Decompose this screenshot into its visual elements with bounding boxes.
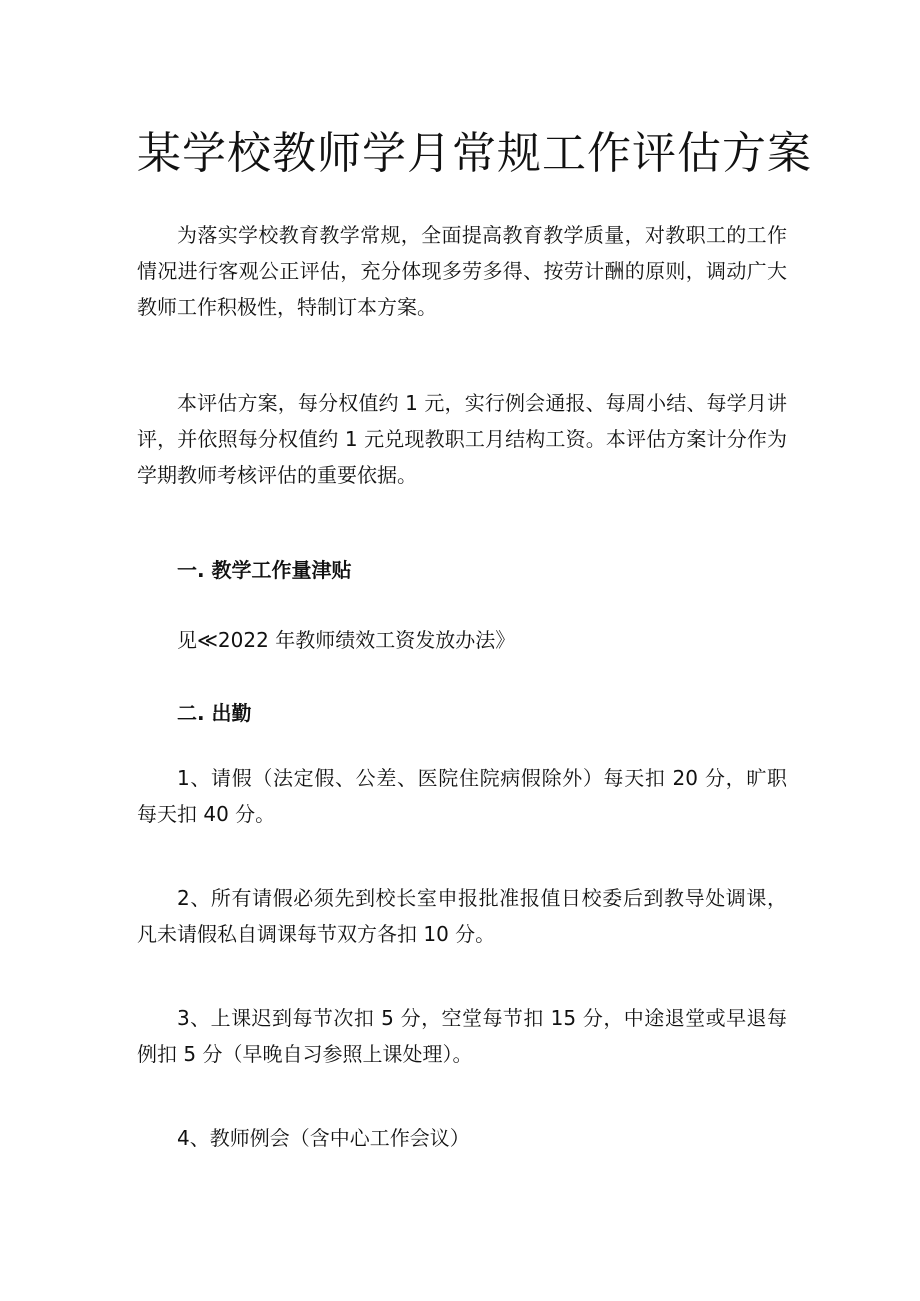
attendance-item-1: 1、请假（法定假、公差、医院住院病假除外）每天扣 20 分，旷职每天扣 40 分。 [137, 766, 787, 826]
attendance-item-2: 2、所有请假必须先到校长室申报批准报值日校委后到教导处调课，凡未请假私自调课每节双方各扣 10 分。 [137, 886, 787, 946]
document-title: 某学校教师学月常规工作评估方案 [137, 128, 812, 179]
intro-paragraph: 为落实学校教育教学常规，全面提高教育教学质量，对教职工的工作情况进行客观公正评估，充分体现多劳多得、按劳计酬的原则，调动广大教师工作积极性，特制订本方案。 [137, 223, 787, 319]
scoring-paragraph: 本评估方案，每分权值约 1 元，实行例会通报、每周小结、每学月讲评，并依照每分权值约 1 元兑现教职工月结构工资。本评估方案计分作为学期教师考核评估的重要依据。 [137, 391, 787, 487]
section-1-heading: 一. 教学工作量津贴 [177, 558, 352, 582]
attendance-item-4: 4、教师例会（含中心工作会议） [177, 1126, 470, 1150]
attendance-item-3: 3、上课迟到每节次扣 5 分，空堂每节扣 15 分，中途退堂或早退每例扣 5 分（早晚自习参照上课处理）。 [137, 1006, 787, 1066]
section-1-content: 见≪2022 年教师绩效工资发放办法》 [177, 628, 516, 652]
section-2-heading: 二. 出勤 [177, 701, 252, 725]
